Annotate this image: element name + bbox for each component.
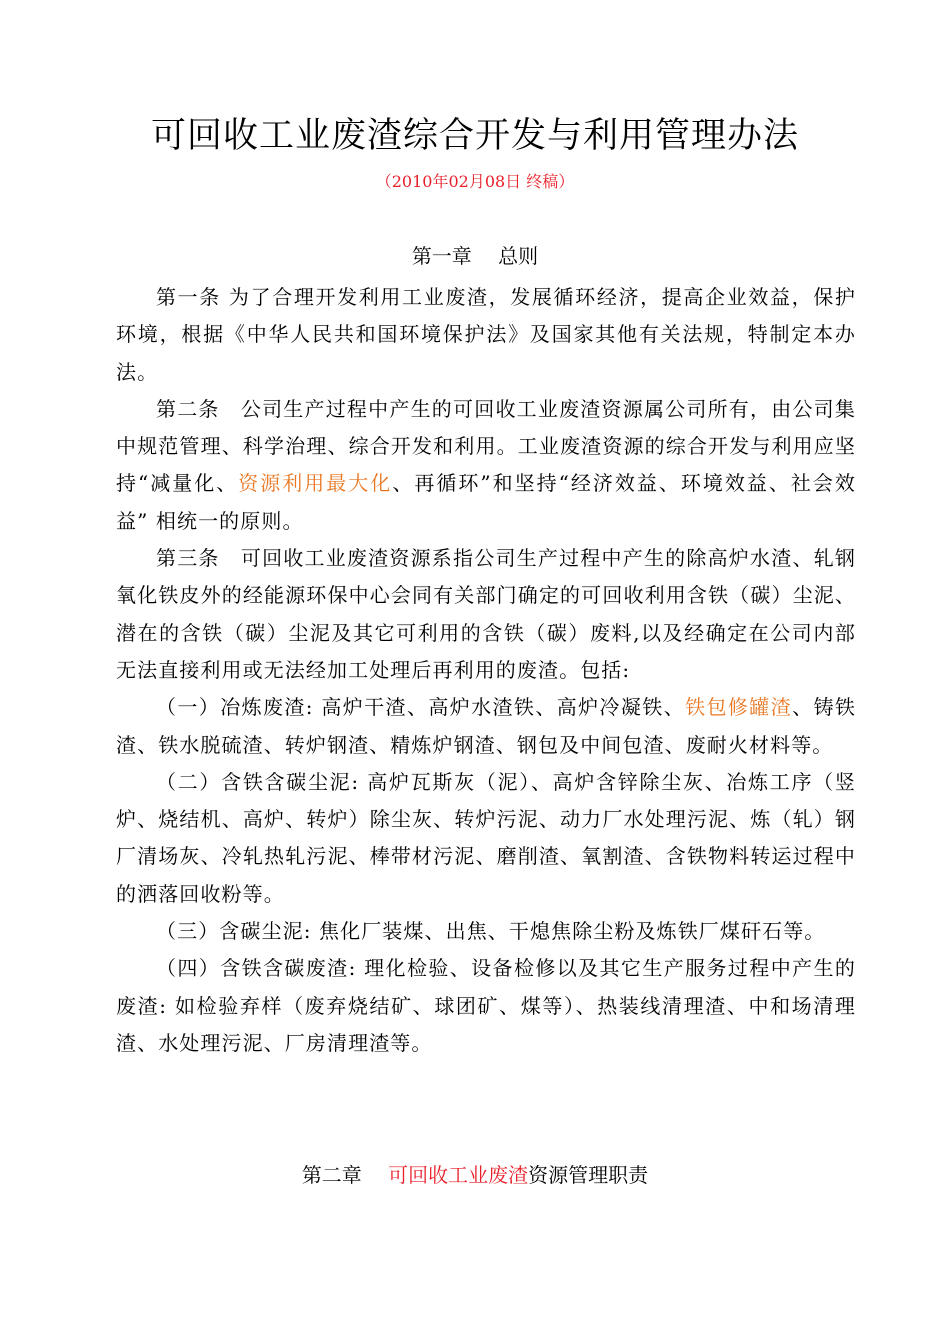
chapter-1-body [116,279,856,1062]
item-1-text-b: 、铸铁渣、铁水脱硫渣、转炉钢渣、精炼炉钢渣、钢包及中间包渣、废耐火材料等。 [116,695,856,757]
chapter-2-suffix: 资源管理职责 [528,1163,649,1187]
chapter-2-prefix: 第二章 [301,1163,389,1187]
article-3: 第三条 可回收工业废渣资源系指公司生产过程中产生的除高炉水渣、轧钢氧化铁皮外的经能源环保中心会同有关部门确定的可回收利用含铁（碳）尘泥、潜在的含铁（碳）尘泥及其它可利用的含铁（碳）废料,以及经确定在公司内部无法直接利用或无法经加工处理后再利用的废渣。包括: [116,546,856,682]
item-1-smelting-slag [116,689,856,764]
chapter-2-heading [0,1159,950,1191]
item-1-highlight: 铁包修罐渣 [685,695,793,720]
article-2 [116,391,856,540]
document-title: 可回收工业废渣综合开发与利用管理办法 [150,116,799,156]
document-date-subtitle: （2010年02月08日 终稿） [375,172,575,191]
item-4-iron-carbon-slag: （四）含铁含碳废渣: 理化检验、设备检修以及其它生产服务过程中产生的废渣: 如检验弃样（废弃烧结矿、球团矿、煤等）、热装线清理渣、中和场清理渣、水处理污泥、厂房清理渣等。 [116,956,856,1055]
item-3-carbon-dust: （三）含碳尘泥: 焦化厂装煤、出焦、干熄焦除尘粉及炼铁厂煤矸石等。 [156,919,826,944]
article-2-text-a: 第二条 公司生产过程中产生的可回收工业废渣资源属公司所有，由公司集中规范管理、科学治理、综合开发和利用。工业废渣资源的综合开发与利用应坚持“减量化、 [116,396,856,496]
article-2-highlight: 资源利用最大化 [238,471,393,496]
item-2-iron-carbon-dust: （二）含铁含碳尘泥: 高炉瓦斯灰（泥）、高炉含锌除尘灰、冶炼工序（竖炉、烧结机、高炉、转炉）除尘灰、转炉污泥、动力厂水处理污泥、炼（轧）钢厂清场灰、冷轧热轧污泥、棒带材污泥、磨削渣、氧割渣、含铁物料转运过程中的洒落回收粉等。 [116,769,856,906]
item-1-text-a: （一）冶炼废渣: 高炉干渣、高炉水渣铁、高炉冷凝铁、 [156,695,686,720]
chapter-1-heading: 第一章 总则 [411,244,539,268]
chapter-2-highlight: 可回收工业废渣 [388,1163,529,1187]
article-2-text-b: 、再循环”和坚持“经济效益、环境效益、社会效益” 相统一的原则。 [116,471,856,533]
article-1: 第一条 为了合理开发利用工业废渣，发展循环经济，提高企业效益，保护环境，根据《中华人民共和国环境保护法》及国家其他有关法规，特制定本办法。 [116,285,856,384]
